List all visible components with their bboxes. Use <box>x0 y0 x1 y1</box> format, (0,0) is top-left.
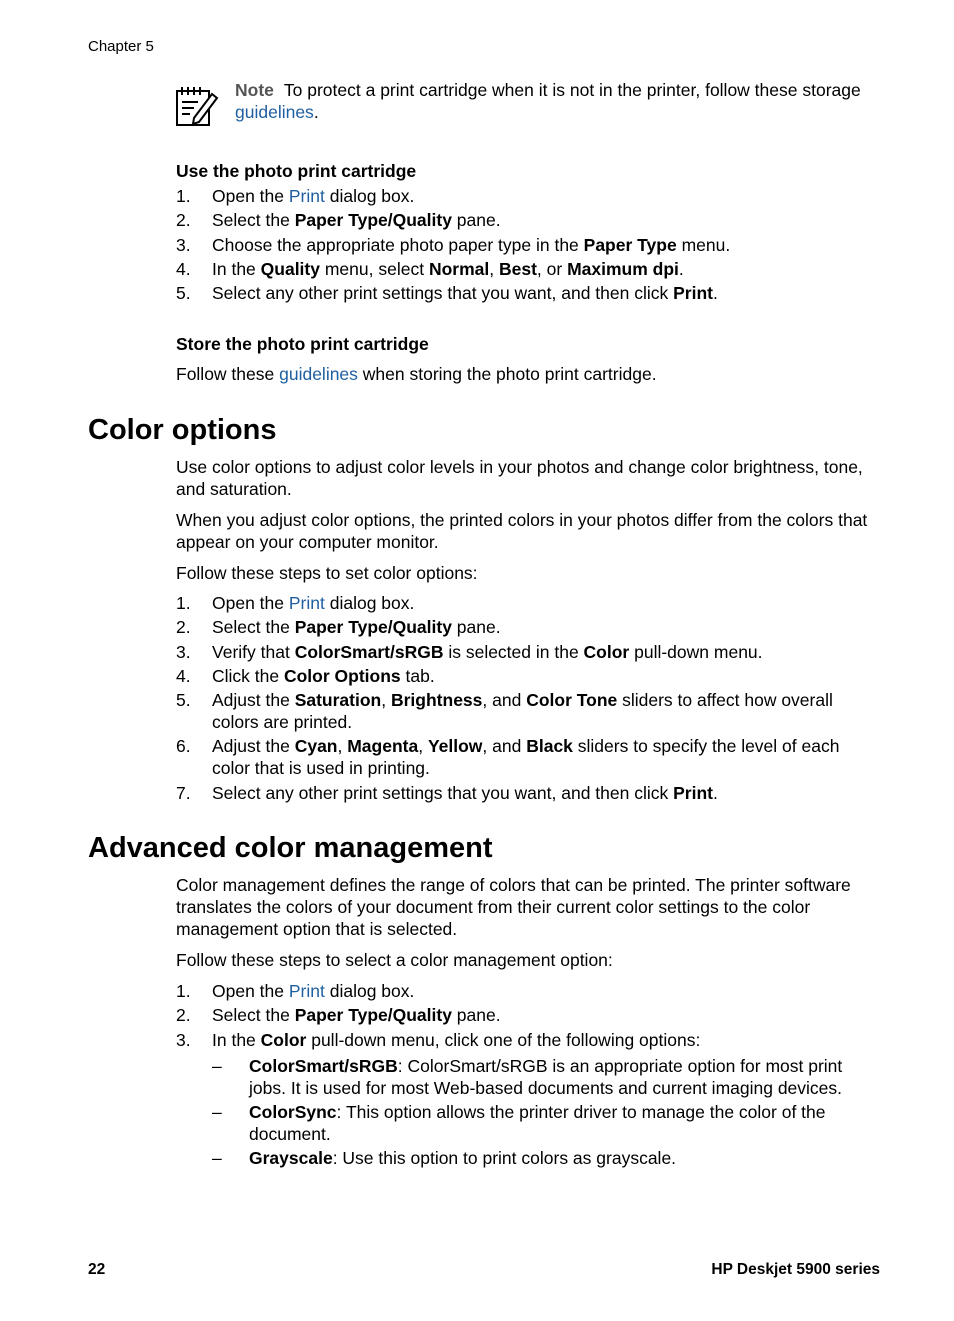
use-photo-steps <box>176 185 876 306</box>
list-item: 1. Open the Print dialog box. <box>176 593 415 613</box>
color-options-title: Color options <box>88 414 277 446</box>
color-options-steps <box>176 592 876 806</box>
note-body: To protect a print cartridge when it is not in the printer, follow these storage <box>283 80 861 100</box>
print-link[interactable]: Print <box>288 981 325 1001</box>
store-photo-heading: Store the photo print cartridge <box>176 334 429 354</box>
list-item: 2. Select the Paper Type/Quality pane. <box>176 617 501 638</box>
list-item: 3. Verify that ColorSmart/sRGB is selected in the Color pull-down menu. <box>176 641 763 662</box>
list-item: 1. Open the Print dialog box. <box>176 186 415 206</box>
color-options-p3: Follow these steps to set color options: <box>176 563 478 583</box>
color-options-p1: Use color options to adjust color levels in your photos and change color brightness, tone, and saturation. <box>176 457 863 499</box>
note-icon <box>174 84 220 128</box>
product-name: HP Deskjet 5900 series <box>711 1261 880 1278</box>
list-item: 2. Select the Paper Type/Quality pane. <box>176 1005 501 1026</box>
list-item: 2. Select the Paper Type/Quality pane. <box>176 210 501 231</box>
list-item: 3. In the Color pull-down menu, click one of the following options: – ColorSmart/sRGB: ColorSmart/sRGB is an appropriate option for most print jobs. It is used for most Web-based documents and current imaging devices. – ColorSync: This option allows the printer driver to manage the color of the document. – Grayscale: Use this option to print colors as grayscale. <box>176 1029 876 1170</box>
color-management-options <box>212 1055 876 1170</box>
print-link[interactable]: Print <box>288 593 325 613</box>
advanced-steps <box>176 980 876 1171</box>
chapter-header: Chapter 5 <box>88 38 154 55</box>
use-photo-heading: Use the photo print cartridge <box>176 161 417 181</box>
list-item: 4. In the Quality menu, select Normal, Best, or Maximum dpi. <box>176 258 684 279</box>
store-photo-text: Follow these guidelines when storing the photo print cartridge. <box>176 364 657 384</box>
list-item: 4. Click the Color Options tab. <box>176 665 435 686</box>
list-item: – Grayscale: Use this option to print colors as grayscale. <box>212 1148 677 1169</box>
note-text: Note To protect a print cartridge when it is not in the printer, follow these storage guidelines. <box>235 80 861 122</box>
list-item: 5. Select any other print settings that you want, and then click Print. <box>176 283 718 304</box>
advanced-p1: Color management defines the range of colors that can be printed. The printer software translates the colors of your document from their current color settings to the color management option that is selected. <box>176 875 851 939</box>
list-item: 1. Open the Print dialog box. <box>176 981 415 1001</box>
list-item: 5. Adjust the Saturation, Brightness, and Color Tone sliders to affect how overall colors are printed. <box>176 690 833 733</box>
print-link[interactable]: Print <box>288 186 325 206</box>
list-item: – ColorSync: This option allows the printer driver to manage the color of the document. <box>212 1101 826 1144</box>
list-item: 6. Adjust the Cyan, Magenta, Yellow, and Black sliders to specify the level of each color that is used in printing. <box>176 736 840 779</box>
color-options-p2: When you adjust color options, the printed colors in your photos differ from the colors that appear on your computer monitor. <box>176 510 868 552</box>
page-number: 22 <box>88 1261 106 1278</box>
advanced-p2: Follow these steps to select a color management option: <box>176 950 613 970</box>
guidelines-link[interactable]: guidelines <box>279 364 358 384</box>
list-item: – ColorSmart/sRGB: ColorSmart/sRGB is an appropriate option for most print jobs. It is used for most Web-based documents and current imaging devices. <box>212 1055 843 1098</box>
list-item: 3. Choose the appropriate photo paper type in the Paper Type menu. <box>176 234 731 255</box>
note-label: Note <box>235 80 274 100</box>
advanced-title: Advanced color management <box>88 832 493 864</box>
list-item: 7. Select any other print settings that you want, and then click Print. <box>176 782 718 803</box>
guidelines-link[interactable]: guidelines <box>235 102 314 122</box>
